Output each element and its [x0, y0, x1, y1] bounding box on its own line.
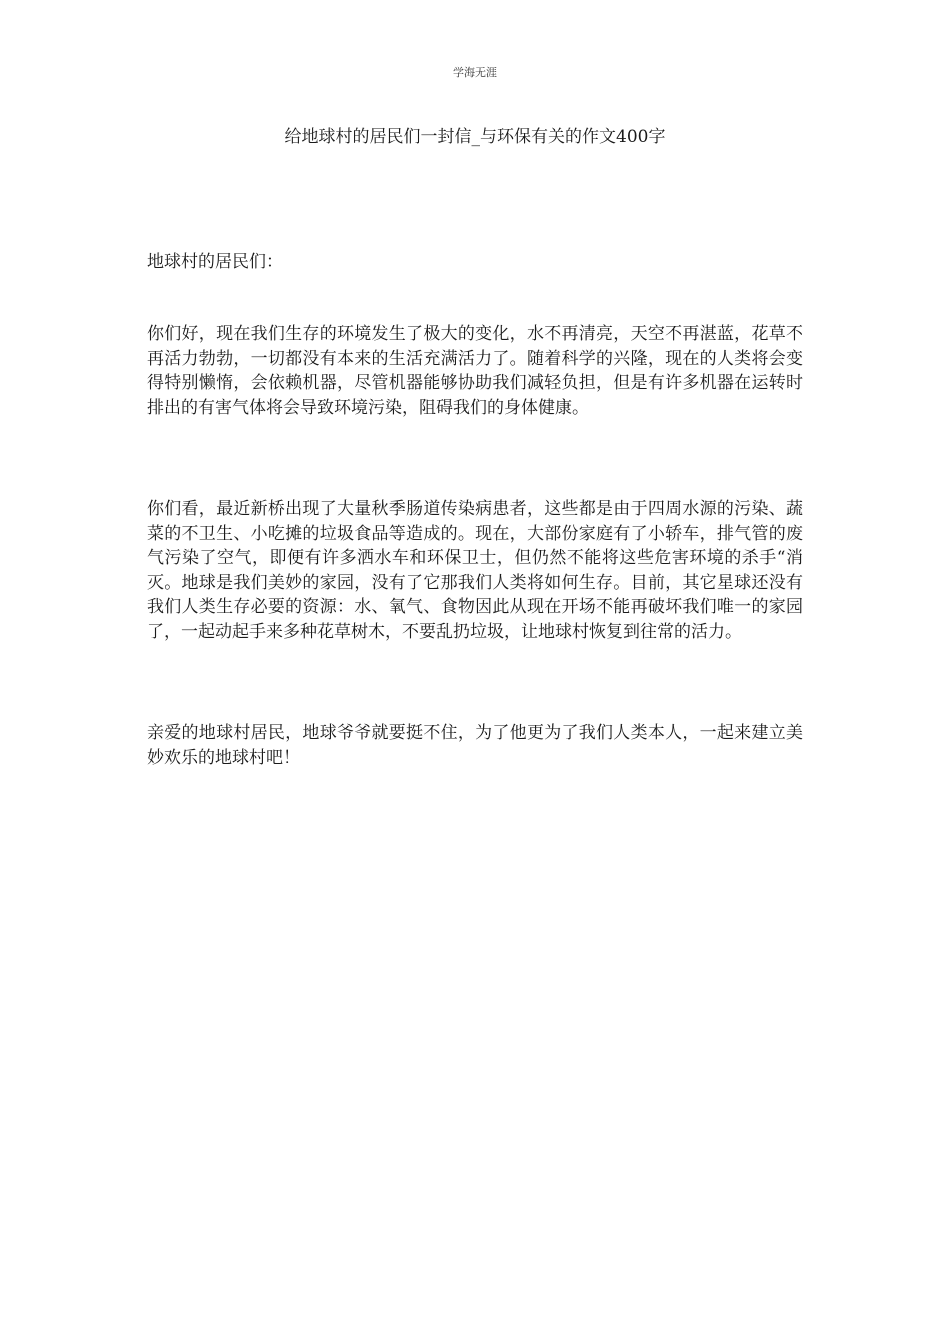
body-paragraph-2: 你们看，最近新桥出现了大量秋季肠道传染病患者，这些都是由于四周水源的污染、蔬菜的不卫生、小吃摊的垃圾食品等造成的。现在，大部份家庭有了小轿车，排气管的废气污染了空气，即便有许多洒水车和环保卫士，但仍然不能将这些危害环境的杀手“消灭。地球是我们美妙的家园，没有了它那我们人类将如何生存。目前，其它星球还没有我们人类生存必要的资源：水、氧气、食物因此从现在开场不能再破坏我们唯一的家园了，一起动起手来多种花草树木，不要乱扔垃圾，让地球村恢复到往常的活力。: [147, 499, 803, 642]
salutation: 地球村的居民们：: [147, 252, 283, 272]
document-title: 给地球村的居民们一封信_与环保有关的作文400字: [284, 127, 666, 147]
body-paragraph-1: 你们好，现在我们生存的环境发生了极大的变化，水不再清亮，天空不再湛蓝，花草不再活力勃勃，一切都没有本来的生活充满活力了。随着科学的兴隆，现在的人类将会变得特别懒惰，会依赖机器，尽管机器能够协助我们减轻负担，但是有许多机器在运转时排出的有害气体将会导致环境污染，阻碍我们的身体健康。: [147, 324, 803, 418]
body-paragraph-3: 亲爱的地球村居民，地球爷爷就要挺不住，为了他更为了我们人类本人，一起来建立美妙欢乐的地球村吧！: [147, 723, 803, 768]
running-header: 学海无涯: [453, 66, 497, 79]
